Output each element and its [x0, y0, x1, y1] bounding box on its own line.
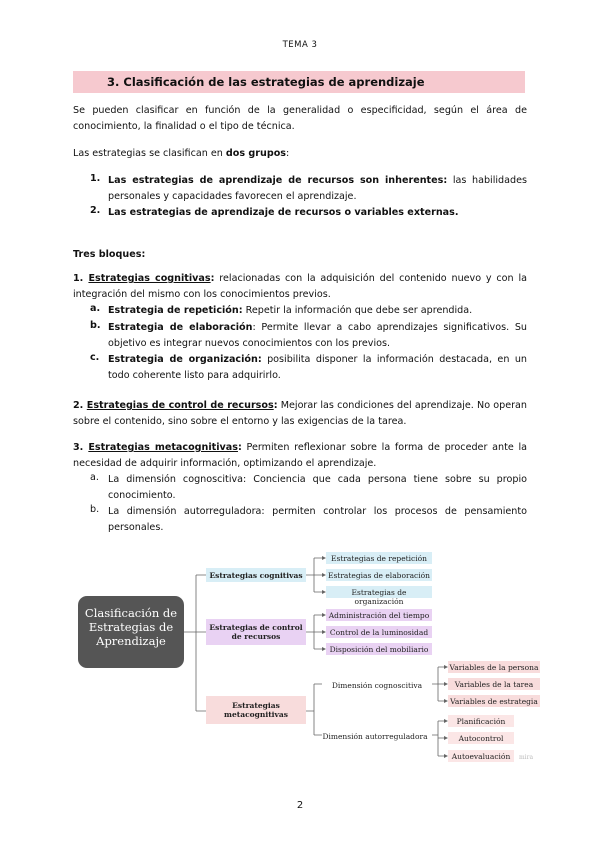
group-1-text [108, 173, 527, 205]
block-3-item-b-letter: b. [90, 504, 100, 515]
groups-intro-text: Las estrategias se clasifican en [73, 148, 226, 159]
group-1-rest: las habilidades personales y capacidades favorecen el aprendizaje. [108, 175, 528, 202]
node-autorreguladora: Dimensión autorreguladora [322, 732, 428, 741]
block-3-number: 3. [73, 442, 89, 453]
groups-intro-colon: : [286, 148, 290, 159]
node-cognitivas: Estrategias cognitivas [206, 568, 306, 582]
node-cognoscitiva-item-3: Variables de estrategia [448, 695, 540, 707]
watermark: mira [518, 754, 534, 761]
group-2-bold: Las estrategias de aprendizaje de recursos o variables externas. [108, 207, 459, 218]
node-meta: Estrategias metacognitivas [206, 696, 306, 724]
block-1-paragraph [73, 271, 527, 303]
block-2-number: 2. [73, 400, 87, 411]
node-cognitivas-item-2: Estrategias de elaboración [327, 571, 430, 580]
block-1-item-b-bold: Estrategia de elaboración [108, 322, 253, 333]
block-2-text: Mejorar las condiciones del aprendizaje. No operan sobre el contenido, sino sobre el entorno y las exigencias de la tarea. [73, 400, 527, 427]
groups-intro-bold: dos grupos [225, 148, 287, 159]
block-2-title: Estrategias de control de recursos [86, 400, 274, 411]
block-1-item-a-text: Repetir la información que debe ser aprendida. [242, 305, 473, 316]
block-3-item-a: La dimensión cognoscitiva: Conciencia que cada persona tiene sobre su propio conocimiento. [108, 474, 527, 501]
node-cognoscitiva-item-1: Variables de la persona [449, 663, 539, 672]
block-1-title: Estrategias cognitivas [88, 273, 211, 284]
block-1-item-a-letter: a. [90, 303, 101, 314]
blocks-title: Tres bloques: [73, 249, 146, 260]
block-1-item-b-letter: b. [90, 320, 101, 331]
group-2-number: 2. [90, 205, 101, 216]
group-2-text [108, 205, 527, 221]
node-autorreguladora-item-2: Autocontrol [448, 732, 514, 744]
block-1-item-b [108, 320, 527, 352]
node-cognitivas-item-3: Estrategias de organización [326, 586, 432, 598]
block-1-item-c-text: posibilita disponer la información destacada, en un todo coherente listo para adquirirlo. [108, 354, 527, 381]
block-1-item-c-letter: c. [90, 352, 100, 363]
block-3-colon: : [237, 442, 242, 453]
block-1-item-c [108, 352, 527, 384]
section-title: 3. Clasificación de las estrategias de aprendizaje [107, 75, 425, 89]
node-control-item-3: Disposición del mobiliario [326, 643, 432, 655]
node-cognitivas-item-1: Estrategias de repetición [326, 552, 432, 564]
node-autorreguladora-item-3: Autoevaluación [448, 750, 514, 762]
intro-paragraph: Se pueden clasificar en función de la generalidad o especificidad, según el área de conocimiento, la finalidad o el tipo de técnica. [73, 105, 527, 132]
section-title-bar [73, 71, 525, 93]
node-autorreguladora-item-1: Planificación [448, 715, 514, 727]
block-1-item-c-bold: Estrategia de organización: [108, 354, 262, 365]
block-2-paragraph [73, 398, 527, 430]
block-1-number: 1. [73, 273, 89, 284]
block-1-item-b-text: : Permite llevar a cabo aprendizajes significativos. Su objetivo es integrar nuevos conocimientos con los previos. [108, 322, 527, 349]
block-1-item-a [108, 303, 527, 319]
node-cognoscitiva-item-2: Variables de la tarea [448, 678, 540, 690]
block-3-text: Permiten reflexionar sobre la forma de proceder ante la necesidad de adquirir información, optimizando el aprendizaje. [73, 442, 527, 469]
group-1-number: 1. [90, 173, 101, 184]
groups-intro [73, 146, 527, 162]
block-1-text: relacionadas con la adquisición del contenido nuevo y con la integración del mismo con los conocimientos previos. [73, 273, 527, 300]
page-header: TEMA 3 [282, 40, 318, 50]
block-3-item-b: La dimensión autorreguladora: permiten controlar los procesos de pensamiento personales. [108, 506, 527, 533]
block-1-item-a-bold: Estrategia de repetición: [108, 305, 243, 316]
diagram-root-node: Clasificación de Estrategias de Aprendizaje [78, 596, 184, 668]
classification-diagram [70, 548, 550, 770]
page-number: 2 [296, 800, 304, 811]
node-cognoscitiva: Dimensión cognoscitiva [331, 681, 423, 690]
block-3-paragraph [73, 440, 527, 472]
block-3-title: Estrategias metacognitivas [88, 442, 238, 453]
node-control: Estrategias de control de recursos [206, 619, 306, 645]
block-1-colon: : [210, 273, 215, 284]
block-2-colon: : [273, 400, 278, 411]
group-1-bold: Las estrategias de aprendizaje de recursos son inherentes: [108, 175, 448, 186]
block-3-item-a-letter: a. [90, 472, 99, 483]
node-control-item-1: Administración del tiempo [326, 609, 432, 621]
node-control-item-2: Control de la luminosidad [326, 626, 432, 638]
